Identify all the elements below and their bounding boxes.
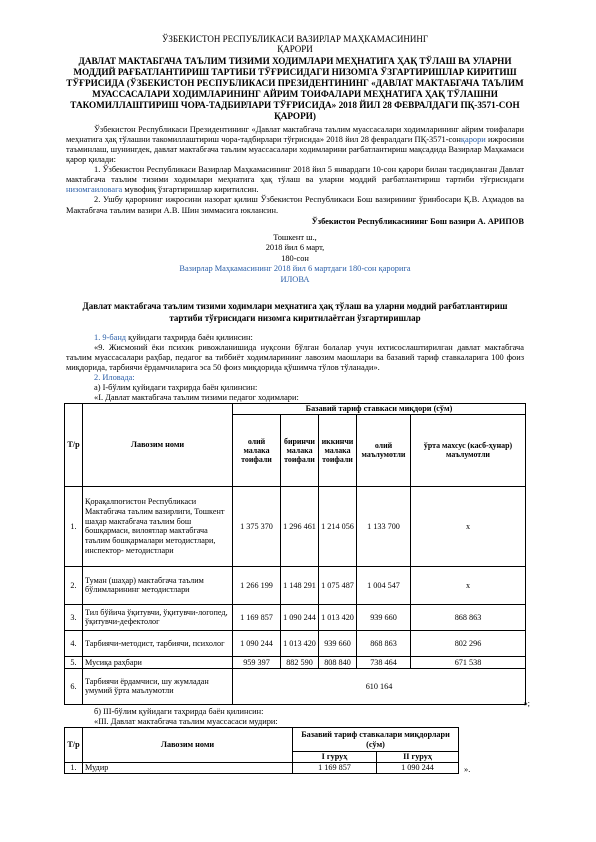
government-header xyxy=(66,34,524,55)
table1-header-number: Т/р xyxy=(65,404,83,487)
table-row: 2. Туман (шаҳар) мактабгача таълим бўлимларининг методистлари 1 266 199 1 148 291 1 075 487 1 004 547 x xyxy=(65,566,526,604)
regulation-link[interactable]: низомгаиловага xyxy=(66,185,123,195)
decree-number: 180-сон xyxy=(281,253,309,263)
intro-paragraph: Ўзбекистон Республикаси Президентининг «Давлат мактабгача таълим муассасалари ходимларининг айрим тоифалари меҳнатига ҳақ тўлашни такомиллаштириш чора-тадбирлари тўғрисида» 2018 йил 28 февралдаги ПҚ-3571-сонқарори ижросини таъминлаш, шунингдек, давлат мактабгача таълим муассасалари ходимларини рағбатлантириш мақсадида Вазирлар Маҳкамаси қарор қилади: xyxy=(66,124,524,165)
date: 2018 йил 6 март, xyxy=(265,243,325,253)
table1-subheader: олий маълумотли xyxy=(357,414,411,486)
table-row: 5. Мусиқа раҳбари 959 397 882 590 808 840 738 464 671 538 xyxy=(65,656,526,668)
salary-table-1 xyxy=(64,403,526,705)
table-row: 1. Мудир 1 169 857 1 090 244 xyxy=(65,762,459,773)
section-3-title: «III. Давлат мактабгача таълим муассасаси мудири: xyxy=(94,717,278,726)
paragraph-9-link[interactable]: 1. 9-банд xyxy=(94,332,127,342)
clause-1: 1. Ўзбекистон Республикаси Вазирлар Маҳкамасининг 2018 йил 5 январдаги 10-сон қарори билан тасдиқланган Давлат мактабгача таълим тизими ходимлари меҳнатига ҳақ тўлаш ва уларни моддий рағбатлантириш тартиби тўғрисидаги низомгаиловага мувофиқ ўзгартиришлар киритилсин. xyxy=(66,165,524,195)
table2-header-position: Лавозим номи xyxy=(83,728,293,763)
place-date-block xyxy=(66,233,524,286)
table1-subheader: иккинчи малака тоифали xyxy=(319,414,357,486)
table1-header-position: Лавозим номи xyxy=(83,404,233,487)
table-row: 1. Қорақалпоғистон Республикаси Мактабгача таълим вазирлиги, Тошкент шаҳар мактабгача таълим бош бошқармаси, вилоятлар мактабгача таълим бошқармалари методистлари, инспектор- методистлари 1 375 370 1 296 461 1 214 056 1 133 700 x xyxy=(65,486,526,566)
annex-title: Давлат мактабгача таълим тизими ходимлари меҳнатига ҳақ тўлаш ва уларни моддий рағбатлантириш тартиби тўғрисидаги низомга киритилаётган ўзгартиришлар xyxy=(82,301,508,323)
table2-subheader: I гуруҳ xyxy=(293,752,377,763)
signature: Ўзбекистон Республикасининг Бош вазири А. АРИПОВ xyxy=(311,216,524,226)
table1-subheader: ўрта махсус (касб-ҳунар) маълумотли xyxy=(411,414,526,486)
document-title: ДАВЛАТ МАКТАБГАЧА ТАЪЛИМ ТИЗИМИ ХОДИМЛАРИ МЕҲНАТИГА ҲАҚ ТЎЛАШ ВА УЛАРНИ МОДДИЙ РАҒБАТЛАНТИРИШ ТАРТИБИ ТЎҒРИСИДАГИ НИЗОМГА ЎЗГАРТИРИШЛАР КИРИТИШ ТЎҒРИСИДА (ЎЗБЕКИСТОН РЕСПУБЛИКАСИ ПРЕЗИДЕНТИНИНГ «ДАВЛАТ МАКТАБГАЧА ТАЪЛИМ МУАССАСАЛАРИ ХОДИМЛАРИНИНГ АЙРИМ ТОИФАЛАРИ МЕҲНАТИГА ҲАҚ ТЎЛАШНИ ТАКОМИЛЛАШТИРИШ ЧОРА-ТАДБИРЛАРИ ТЎҒРИСИДА» 2018 ЙИЛ 28 ФЕВРАЛДАГИ ПҚ-3571-СОН ҚАРОРИ) xyxy=(66,55,524,121)
annex-item-2a: а) I-бўлим қуйидаги таҳрирда баён қилинсин: xyxy=(94,382,258,392)
section-1-title: «I. Давлат мактабгача таълим тизими педагог ходимлари: xyxy=(94,393,299,402)
clause-2: 2. Ушбу қарорнинг ижросини назорат қилиш Ўзбекистон Республикаси Бош вазирининг ўринбосари Қ.В. Аҳмадов ва Мактабгача таълим вазири А.В. Шин зиммасига юклансин. xyxy=(66,195,524,215)
table2-subheader: II гуруҳ xyxy=(377,752,459,763)
annex-item-1: 1. 9-банд қуйидаги таҳрирда баён қилинсин: xyxy=(94,332,253,342)
table-row: 4. Тарбиячи-методист, тарбиячи, психолог 1 090 244 1 013 420 939 660 868 863 802 296 xyxy=(65,630,526,656)
decree-link[interactable]: қарори xyxy=(460,134,486,144)
annex-item-2b: б) III-бўлим қуйидаги таҳрирда баён қилинсин: xyxy=(94,706,264,716)
salary-table-2 xyxy=(64,727,459,774)
table1-subheader: олий малака тоифали xyxy=(233,414,281,486)
table2-group-header: Базавий тариф ставкалари миқдорлари (сўм) xyxy=(293,728,459,752)
table-row: 6. Тарбиячи ёрдамчиси, шу жумладан умумий ўрта маълумотли 610 164 xyxy=(65,668,526,704)
gov-line-2: ҚАРОРИ xyxy=(277,44,313,55)
table1-subheader: биринчи малака тоифали xyxy=(281,414,319,486)
gov-line-1: ЎЗБЕКИСТОН РЕСПУБЛИКАСИ ВАЗИРЛАР МАҲКАМАСИНИНГ xyxy=(161,34,429,44)
table2-end-mark: ». xyxy=(464,764,471,774)
place: Тошкент ш., xyxy=(273,232,317,242)
paragraph-9-text: «9. Жисмоний ёки психик ривожланишида нуқсони бўлган болалар учун ихтисослаштирилган давлат мактабгача таълим муассасалари раҳбар, педагог ва тиббиёт ходимларининг лавозим маошлари ва базавий тариф ставкаларига 100 фоиз миқдорида, тарбиячи ёрдамчиларига эса 50 фоиз миқдорида қўшимча тўлов тўланади». xyxy=(66,342,524,372)
table1-end-mark: »; xyxy=(523,698,530,708)
table-row: 3. Тил бўйича ўқитувчи, ўқитувчи-логопед, ўқитувчи-дефектолог 1 169 857 1 090 244 1 013 420 939 660 868 863 xyxy=(65,604,526,630)
table1-group-header: Базавий тариф ставкаси миқдори (сўм) xyxy=(233,404,526,415)
annex-item-2 xyxy=(66,373,524,383)
annex-label: ИЛОВА xyxy=(280,274,310,284)
annex-reference-link[interactable]: Вазирлар Маҳкамасининг 2018 йил 6 мартдаги 180-сон қарорига xyxy=(179,264,411,274)
table2-header-number: Т/р xyxy=(65,728,83,763)
appendix-link[interactable]: 2. Иловада: xyxy=(94,372,135,382)
